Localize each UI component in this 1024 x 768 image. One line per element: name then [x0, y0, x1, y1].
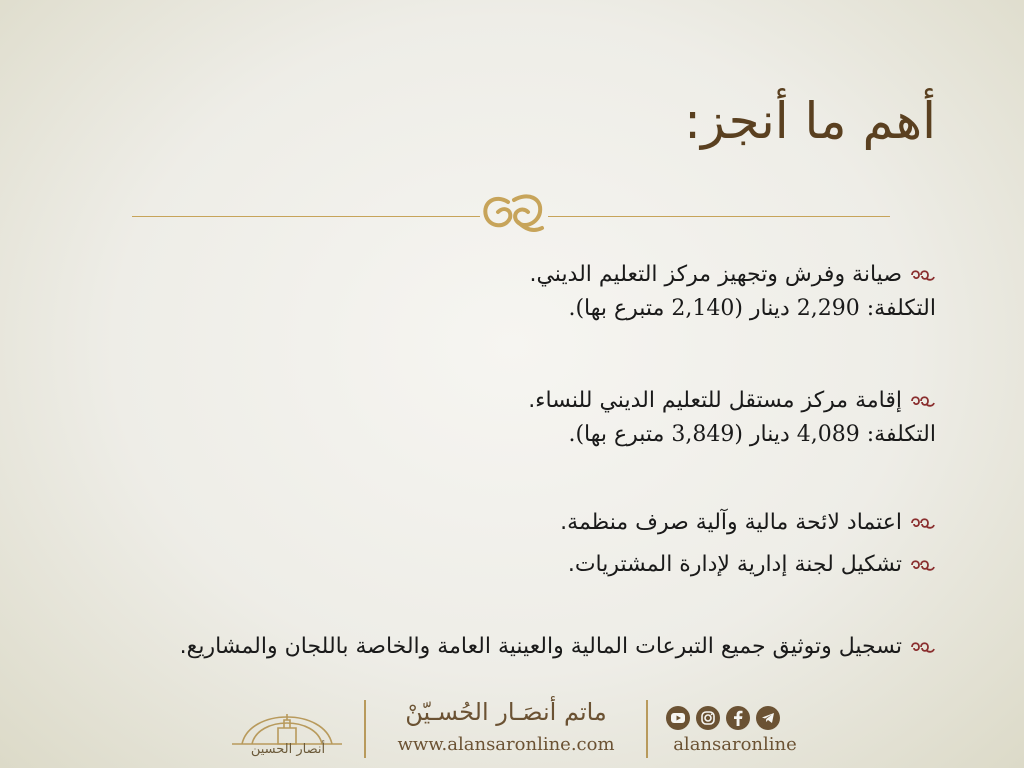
list-item-text: تسجيل وتوثيق جميع التبرعات المالية والعينية العامة والخاصة باللجان والمشاريع.	[179, 634, 902, 659]
list-item	[568, 548, 936, 582]
brand-name: ماتم أنصَـار الحُسـيّنْ	[405, 698, 607, 726]
list-item	[560, 506, 936, 540]
ornament-divider-icon	[478, 188, 550, 238]
ornament-bullet-icon	[910, 516, 936, 530]
facebook-icon[interactable]	[726, 706, 750, 730]
divider-line-left	[132, 216, 480, 217]
slide-title: أهم ما أنجز:	[684, 92, 936, 150]
ornament-bullet-icon	[910, 394, 936, 408]
telegram-icon[interactable]	[756, 706, 780, 730]
list-item	[180, 630, 936, 664]
list-item	[529, 258, 936, 326]
social-handle: alansaronline	[673, 734, 797, 755]
divider-line-right	[548, 216, 890, 217]
logo-caption: أنصار الحسين	[250, 742, 326, 757]
list-item-subtext: التكلفة: 2,290 دينار (2,140 متبرع بها).	[568, 296, 936, 321]
youtube-icon[interactable]	[666, 706, 690, 730]
ornament-bullet-icon	[910, 268, 936, 282]
list-item-text: اعتماد لائحة مالية وآلية صرف منظمة.	[560, 510, 902, 535]
social-icons	[666, 706, 780, 730]
footer-divider	[646, 700, 648, 758]
list-item-text: تشكيل لجنة إدارية لإدارة المشتريات.	[567, 552, 902, 577]
website-link[interactable]: www.alansaronline.com	[397, 734, 615, 755]
list-item-subtext: التكلفة: 4,089 دينار (3,849 متبرع بها).	[568, 422, 936, 447]
ornament-bullet-icon	[910, 558, 936, 572]
footer-divider	[364, 700, 366, 758]
instagram-icon[interactable]	[696, 706, 720, 730]
ornament-bullet-icon	[910, 640, 936, 654]
list-item	[528, 384, 936, 452]
list-item-text: صيانة وفرش وتجهيز مركز التعليم الديني.	[529, 262, 902, 287]
list-item-text: إقامة مركز مستقل للتعليم الديني للنساء.	[528, 388, 902, 413]
